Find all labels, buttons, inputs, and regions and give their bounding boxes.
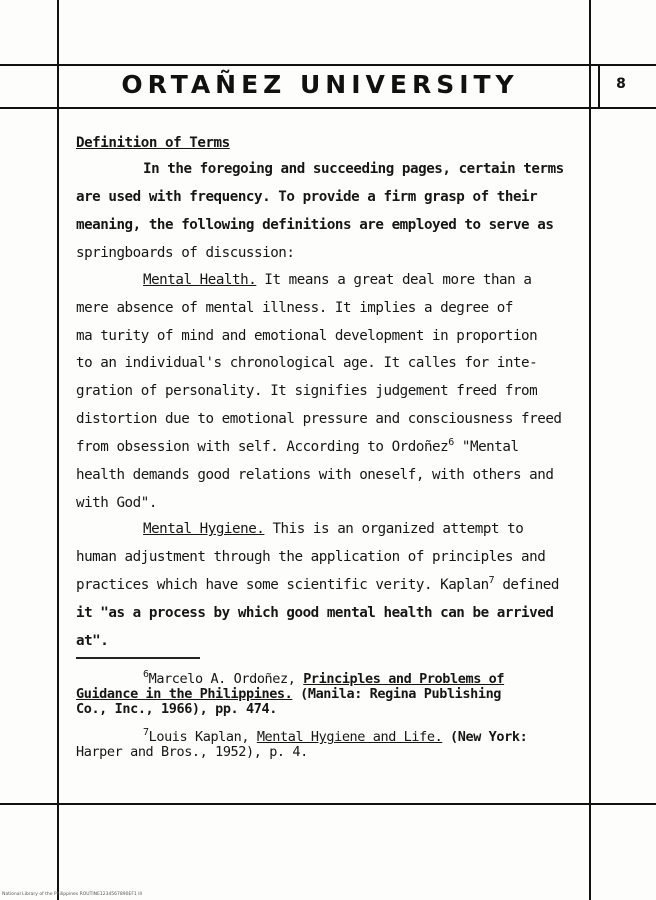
- header-bottom-rule: [0, 107, 656, 109]
- kaplan-cite-before: practices which have some scientific verity. Kaplan: [76, 577, 489, 593]
- footnote-7-line-2: Harper and Bros., 1952), p. 4.: [76, 744, 308, 760]
- mental-hygiene-line-4: it "as a process by which good mental health can be arrived: [76, 605, 554, 621]
- mental-hygiene-line-3: [76, 576, 559, 594]
- footnote-7-mark: 7: [143, 727, 149, 738]
- mental-hygiene-line-1: [143, 520, 523, 538]
- mental-hygiene-term: Mental Hygiene.: [143, 521, 265, 537]
- footnote-7-title: Mental Hygiene and Life.: [256, 729, 443, 745]
- page-number: 8: [616, 76, 626, 92]
- intro-line-1: In the foregoing and succeeding pages, certain terms: [143, 161, 564, 177]
- mental-hygiene-line-5: at".: [76, 633, 109, 649]
- intro-line-4: springboards of discussion:: [76, 245, 295, 261]
- mental-health-line-3: ma turity of mind and emotional development in proportion: [76, 328, 538, 344]
- footnote-6-line-1: [143, 671, 504, 687]
- footnote-7-publisher: (New York:: [442, 729, 528, 745]
- ordonez-cite-before: from obsession with self. According to Ordoñez: [76, 439, 449, 455]
- mental-hygiene-line-2: human adjustment through the application of principles and: [76, 549, 546, 565]
- kaplan-cite-after: defined: [494, 577, 559, 593]
- mental-health-line-2: mere absence of mental illness. It implies a degree of: [76, 300, 513, 316]
- section-heading: Definition of Terms: [76, 135, 230, 151]
- footnote-7-line-1: [143, 729, 527, 745]
- left-margin-rule: [57, 0, 59, 900]
- footnote-6-publisher: (Manila: Regina Publishing: [292, 686, 502, 702]
- mental-health-line-7: [76, 438, 519, 456]
- ordonez-cite-after: "Mental: [453, 439, 519, 455]
- footnote-6-title-a: Principles and Problems of: [303, 671, 505, 687]
- footnote-7-author: Louis Kaplan,: [148, 729, 257, 745]
- header-top-rule: [0, 64, 656, 66]
- mental-health-line-9: with God".: [76, 495, 157, 511]
- mental-health-line-6: distortion due to emotional pressure and consciousness freed: [76, 411, 562, 427]
- footnote-separator: [76, 657, 200, 659]
- mental-health-line-8: health demands good relations with oneself, with others and: [76, 467, 554, 483]
- mental-health-line-1: [143, 271, 531, 289]
- footnote-6-title-b: Guidance in the Philippines.: [76, 686, 293, 702]
- footnote-6-line-2: [76, 686, 501, 702]
- intro-line-3: meaning, the following definitions are employed to serve as: [76, 217, 554, 233]
- header-divider-rule: [598, 64, 600, 108]
- archive-footer: National Library of the Philippines ROUTINE1234567890EF1 lll: [2, 892, 142, 897]
- footnote-ref-6: 6: [448, 437, 454, 448]
- mental-health-term: Mental Health.: [143, 272, 257, 288]
- university-header: ORTAÑEZ UNIVERSITY: [121, 70, 519, 99]
- intro-line-2: are used with frequency. To provide a firm grasp of their: [76, 189, 538, 205]
- footer-rule: [0, 803, 656, 805]
- mental-health-line-5: gration of personality. It signifies judgement freed from: [76, 383, 538, 399]
- footnote-6-author: Marcelo A. Ordoñez,: [148, 671, 304, 687]
- footnote-ref-7: 7: [488, 575, 495, 586]
- footnote-6-mark: 6: [143, 669, 149, 680]
- mental-health-first-rest: It means a great deal more than a: [256, 272, 532, 288]
- mental-hygiene-first-rest: This is an organized attempt to: [264, 521, 524, 537]
- footnote-6-line-3: Co., Inc., 1966), pp. 474.: [76, 701, 277, 717]
- right-margin-rule: [589, 0, 591, 900]
- mental-health-line-4: to an individual's chronological age. It calles for inte-: [76, 355, 538, 371]
